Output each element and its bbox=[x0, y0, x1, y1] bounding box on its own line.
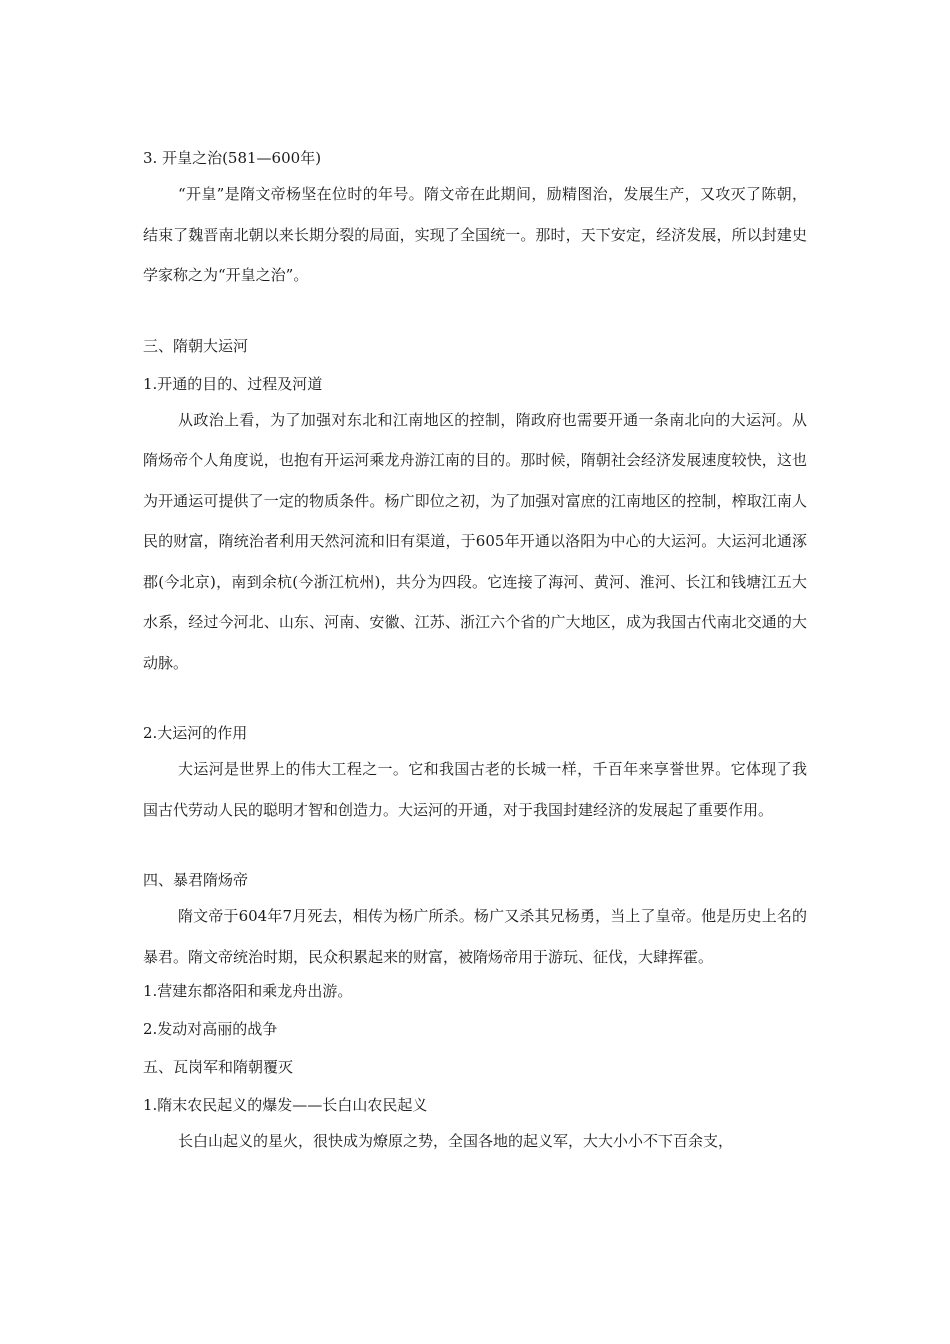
list-item-luoyang: 1.营建东都洛阳和乘龙舟出游。 bbox=[143, 982, 353, 1000]
section-heading-kaihuang: 3. 开皇之治(581—600年) bbox=[143, 149, 322, 167]
paragraph-uprising: 长白山起义的星火，很快成为燎原之势，全国各地的起义军，大大小小不下百余支， bbox=[178, 1132, 734, 1150]
part-heading-grand-canal: 三、隋朝大运河 bbox=[143, 336, 249, 355]
paragraph-canal-role: 大运河是世界上的伟大工程之一。它和我国古老的长城一样，千百年来享誉世界。它体现了我国古代劳动人民的聪明才智和创造力。大运河的开通，对于我国封建经济的发展起了重要作用。 bbox=[143, 760, 807, 819]
paragraph-kaihuang: “开皇”是隋文帝杨坚在位时的年号。隋文帝在此期间，励精图治，发展生产，又攻灭了陈朝，结束了魏晋南北朝以来长期分裂的局面，实现了全国统一。那时，天下安定，经济发展，所以封建史学家称之为“开皇之治”。 bbox=[143, 185, 807, 284]
part-heading-tyrant: 四、暴君隋炀帝 bbox=[143, 871, 249, 889]
paragraph-canal-purpose: 从政治上看，为了加强对东北和江南地区的控制，隋政府也需要开通一条南北向的大运河。从隋炀帝个人角度说，也抱有开运河乘龙舟游江南的目的。那时候，隋朝社会经济发展速度较快，这也为开通运可提供了一定的物质条件。杨广即位之初，为了加强对富庶的江南地区的控制，榨取江南人民的财富，隋统治者利用天然河流和旧有渠道，于605年开通以洛阳为中心的大运河。大运河北通涿郡(今北京)，南到余杭(今浙江杭州)，共分为四段。它连接了海河、黄河、淮河、长江和钱塘江五大水系，经过今河北、山东、河南、安徽、江苏、浙江六个省的广大地区，成为我国古代南北交通的大动脉。 bbox=[143, 410, 807, 672]
list-item-goguryeo-war: 2.发动对高丽的战争 bbox=[143, 1020, 278, 1038]
part-heading-wagang: 五、瓦岗军和隋朝覆灭 bbox=[143, 1058, 294, 1076]
subheading-canal-role: 2.大运河的作用 bbox=[143, 724, 248, 742]
subheading-canal-purpose: 1.开通的目的、过程及河道 bbox=[143, 374, 323, 393]
subheading-uprising: 1.隋末农民起义的爆发——长白山农民起义 bbox=[143, 1096, 428, 1114]
paragraph-tyrant: 隋文帝于604年7月死去，相传为杨广所杀。杨广又杀其兄杨勇，当上了皇帝。他是历史上名的暴君。隋文帝统治时期，民众积累起来的财富，被隋炀帝用于游玩、征伐，大肆挥霍。 bbox=[143, 907, 807, 966]
document-body bbox=[143, 148, 807, 1162]
